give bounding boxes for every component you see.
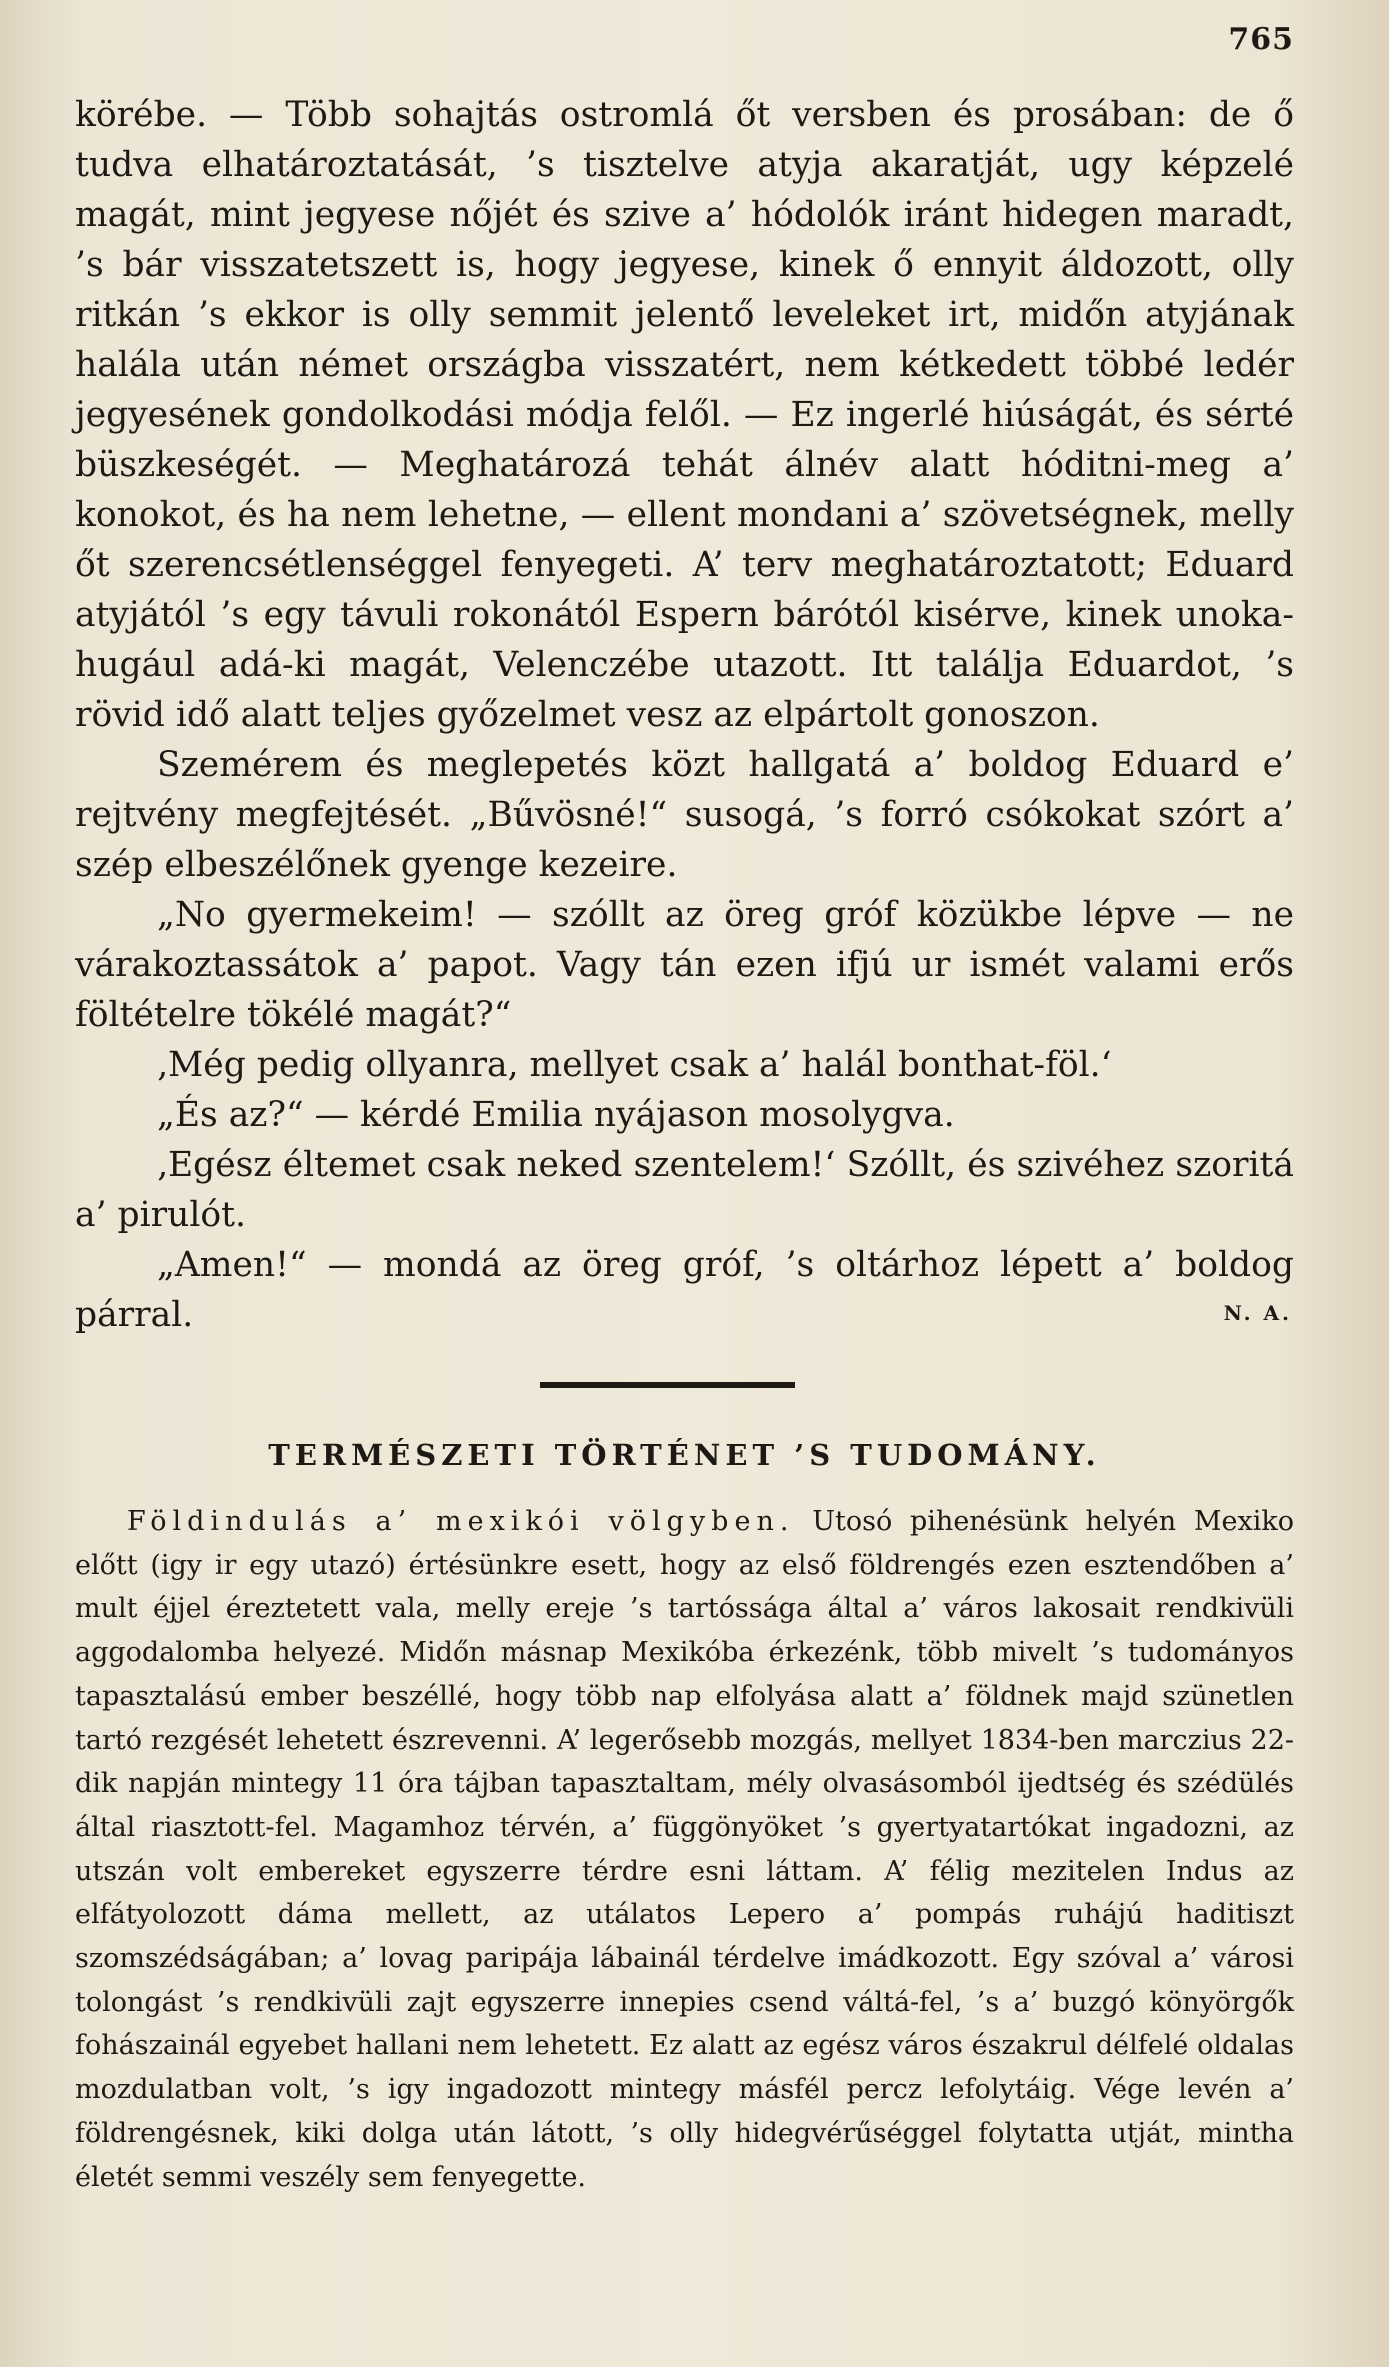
story-text — [75, 90, 1294, 1340]
story-paragraph: ‚Egész éltemet csak neked szentelem!‘ Szóllt, és szivéhez szoritá a’ pirulót. — [75, 1145, 1294, 1235]
story-paragraph: ‚Még pedig ollyanra, mellyet csak a’ halál bonthat-föl.‘ — [157, 1045, 1112, 1085]
story-paragraph: „És az?“ — kérdé Emilia nyájason mosolygva. — [157, 1095, 955, 1135]
article-paragraph — [75, 1500, 1294, 2199]
story-paragraph: körébe. — Több sohajtás ostromlá őt versben és prosában: de ő tudva elhatároztatását, ’s tisztelve atyja akaratját, ugy képzelé magát, mint jegyese nőjét és szive a’ hódolók iránt hidegen maradt, ’s bár visszatetszett is, hogy jegyese, kinek ő ennyit áldozott, olly ritkán ’s ekkor is olly semmit jelentő leveleket irt, midőn atyjának halála után német országba visszatért, nem kétkedett többé ledér jegyesének gondolkodási módja felől. — Ez ingerlé hiúságát, és sérté büszkeségét. — Meghatározá tehát álnév alatt hóditni-meg a’ konokot, és ha nem lehetne, — ellent mondani a’ szövetségnek, melly őt szerencsétlenséggel fenyegeti. A’ terv meghatároztatott; Eduard atyjától ’s egy távuli rokonától Espern bárótól kisérve, kinek unoka-hugául adá-ki magát, Velenczébe utazott. Itt találja Eduardot, ’s rövid idő alatt teljes győzelmet vesz az elpártolt gonoszon. — [75, 95, 1294, 735]
article-lead-title: Földindulás a’ mexikói völgyben. — [127, 1506, 795, 1537]
author-signature: N. A. — [1223, 1301, 1292, 1325]
story-paragraph: „Amen!“ — mondá az öreg gróf, ’s oltárhoz lépett a’ boldog párral. — [75, 1245, 1294, 1335]
story-paragraph: „No gyermekeim! — szóllt az öreg gróf közükbe lépve — ne várakoztassátok a’ papot. Vagy tán ezen ifjú ur ismét valami erős föltételre tökélé magát?“ — [75, 895, 1294, 1035]
story-paragraph: Szemérem és meglepetés közt hallgatá a’ boldog Eduard e’ rejtvény megfejtését. „Bűvösné!“ susogá, ’s forró csókokat szórt a’ szép elbeszélőnek gyenge kezeire. — [75, 745, 1294, 885]
page-number: 765 — [1228, 22, 1294, 57]
section-divider — [540, 1382, 795, 1388]
article-body: Utosó pihenésünk helyén Mexiko előtt (igy ir egy utazó) értésünkre esett, hogy az első földrengés ezen esztendőben a’ mult éjjel éreztetett vala, melly ereje ’s tartóssága által a’ város lakosait rendkivüli aggodalomba helyezé. Midőn másnap Mexikóba érkezénk, több mivelt ’s tudományos tapasztalású ember beszéllé, hogy több nap elfolyása alatt a’ földnek majd szünetlen tartó rezgését lehetett észrevenni. A’ legerősebb mozgás, mellyet 1834-ben marczius 22-dik napján mintegy 11 óra tájban tapasztaltam, mély olvasásomból ijedtség és szédülés által riasztott-fel. Magamhoz térvén, a’ függönyöket ’s gyertyatartókat ingadozni, az utszán volt embereket egyszerre térdre esni láttam. A’ félig mezitelen Indus az elfátyolozott dáma mellett, az utálatos Lepero a’ pompás ruhájú haditiszt szomszédságában; a’ lovag paripája lábainál térdelve imádkozott. Egy szóval a’ városi tolongást ’s rendkivüli zajt egyszerre innepies csend váltá-fel, ’s a’ buzgó könyörgők fohászainál egyebet hallani nem lehetett. Ez alatt az egész város északrul délfelé oldalas mozdulatban volt, ’s igy ingadozott mintegy másfél percz lefolytáig. Vége levén a’ földrengésnek, kiki dolga után látott, ’s olly hidegvérűséggel folytatta utját, mintha életét semmi veszély sem fenyegette. — [75, 1506, 1294, 2193]
article-text — [75, 1500, 1294, 2199]
closing-block — [75, 1240, 1294, 1340]
section-heading: TERMÉSZETI TÖRTÉNET ’S TUDOMÁNY. — [268, 1438, 1101, 1472]
